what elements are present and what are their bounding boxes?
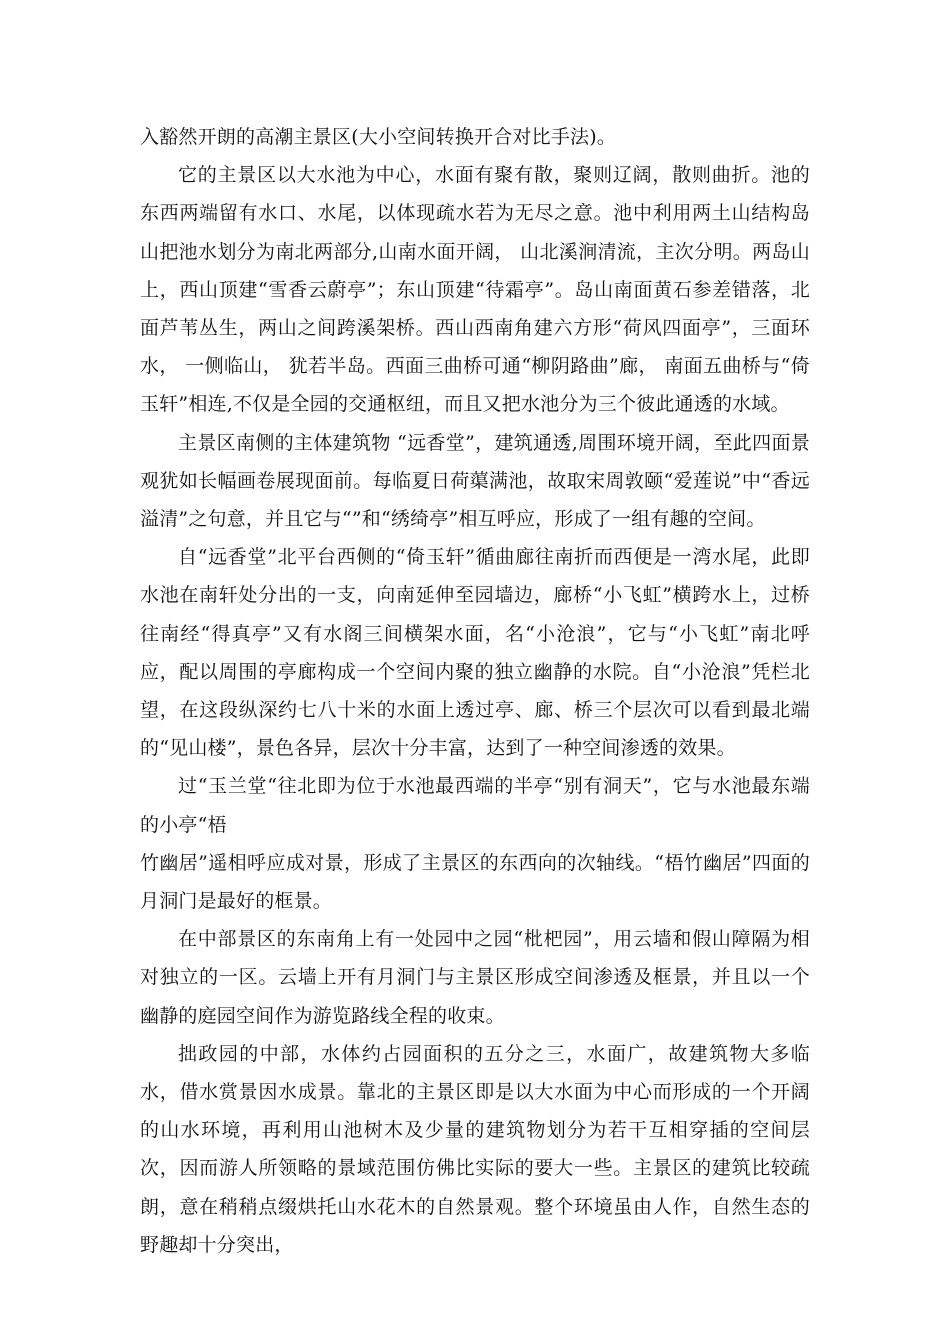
- paragraph-3: 主景区南侧的主体建筑物 “远香堂”，建筑通透,周围环境开阔，至此四面景观犹如长幅画卷展现面前。每临夏日荷蕖满池，故取宋周敦颐“爱莲说”中“香远溢清”之句意，并且它与“”和“绣绮亭”相互呼应，形成了一组有趣的空间。: [140, 431, 810, 531]
- paragraph-5-part-1: 过“玉兰堂“往北即为位于水池最西端的半亭“别有洞天”，它与水池最东端的小亭“梧: [140, 775, 810, 836]
- paragraph-2: 它的主景区以大水池为中心，水面有聚有散，聚则辽阔，散则曲折。池的东西两端留有水口、水尾，以体现疏水若为无尽之意。池中利用两土山结构岛山把池水划分为南北两部分,山南水面开阔， 山北溪涧清流，主次分明。两岛山上，西山顶建“雪香云蔚亭”；东山顶建“待霜亭”。岛山南面黄石参差错落，北面芦苇丛生，两山之间跨溪架桥。西山西南角建六方形“荷风四面亭”，三面环水， 一侧临山， 犹若半岛。西面三曲桥可通“柳阴路曲”廊， 南面五曲桥与“倚玉轩”相连,不仅是全园的交通枢纽，而且又把水池分为三个彼此通透的水域。: [140, 164, 810, 416]
- body-text: [140, 118, 810, 1264]
- paragraph-5-part-2: 竹幽居”遥相呼应成对景，形成了主景区的东西向的次轴线。“梧竹幽居”四面的月洞门是最好的框景。: [140, 851, 810, 913]
- paragraph-1: 入豁然开朗的高潮主景区(大小空间转换开合对比手法)。: [140, 126, 617, 148]
- paragraph-7: 拙政园的中部，水体约占园面积的五分之三，水面广，故建筑物大多临水，借水赏景因水成景。靠北的主景区即是以大水面为中心而形成的一个开阔的山水环境，再利用山池树木及少量的建筑物划分为若干互相穿插的空间层次，因而游人所领略的景域范围仿佛比实际的要大一些。主景区的建筑比较疏朗，意在稍稍点缀烘托山水花木的自然景观。整个环境虽由人作，自然生态的野趣却十分突出，: [140, 1042, 810, 1256]
- paragraph-6: 在中部景区的东南角上有一处园中之园“枇杷园”，用云墙和假山障隔为相对独立的一区。云墙上开有月洞门与主景区形成空间渗透及框景，并且以一个幽静的庭园空间作为游览路线全程的收束。: [140, 928, 810, 1027]
- paragraph-4: 自“远香堂”北平台西侧的“倚玉轩”循曲廊往南折而西便是一湾水尾，此即水池在南轩处分出的一支，向南延伸至园墙边，廊桥“小飞虹”横跨水上，过桥往南经“得真亭”又有水阁三间横架水面，名“小沧浪”，它与“小飞虹”南北呼应，配以周围的亭廊构成一个空间内聚的独立幽静的水院。自“小沧浪”凭栏北望，在这段纵深约七八十米的水面上透过亭、廊、桥三个层次可以看到最北端的“见山楼”，景色各异，层次十分丰富，达到了一种空间渗透的效果。: [140, 546, 810, 760]
